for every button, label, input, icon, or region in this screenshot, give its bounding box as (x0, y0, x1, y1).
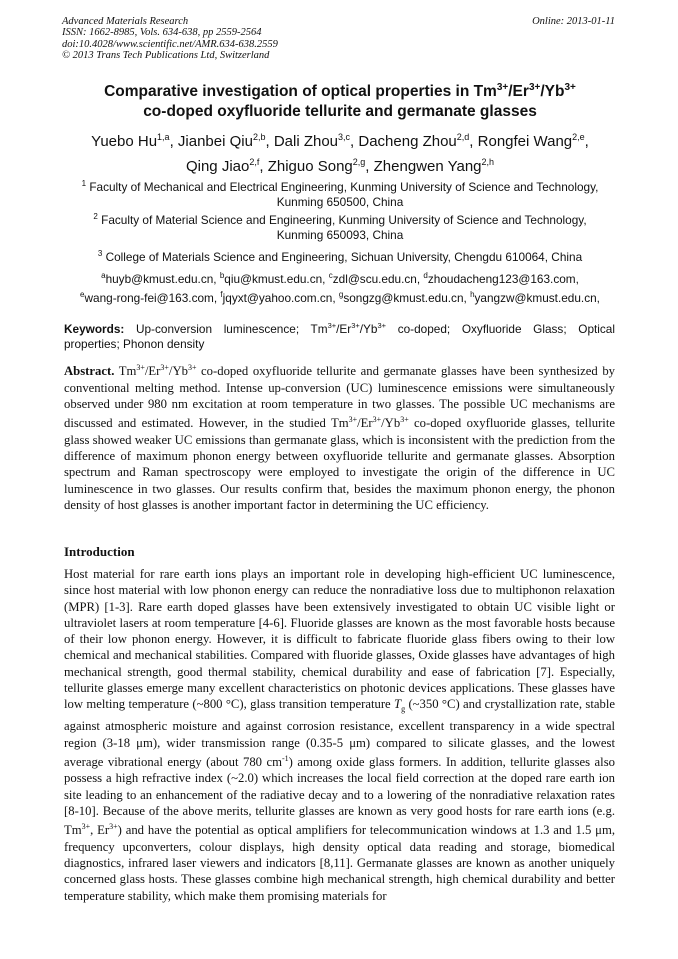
author-sep: , (365, 158, 374, 175)
email-address: songzg@kmust.edu.cn, (343, 291, 471, 306)
keywords-label: Keywords: (64, 321, 125, 336)
email-sup: h (470, 290, 475, 300)
unit-sup: -1 (281, 753, 289, 763)
email-address: zdl@scu.edu.cn, (332, 271, 424, 286)
tg-symbol: T (394, 697, 402, 712)
author-sep: , (259, 158, 268, 175)
author-name: Yuebo Hu (91, 133, 158, 150)
affiliation-3 (50, 246, 630, 265)
email-address: huyb@kmust.edu.cn, (105, 271, 220, 286)
author-sep: , (265, 133, 274, 150)
author-sup: 2,b (252, 132, 266, 142)
keywords-text: /Yb (359, 321, 378, 336)
author-name: Zhiguo Song (267, 158, 353, 175)
introduction-paragraph (64, 566, 615, 904)
paper-title (40, 78, 640, 122)
email-address: qiu@kmust.edu.cn, (224, 271, 329, 286)
author-sup: 1,a (157, 132, 170, 142)
author-sep: , (584, 133, 589, 150)
tg-subscript: g (401, 704, 406, 714)
author-sup: 2,g (352, 157, 366, 167)
title-sup: 3+ (496, 82, 509, 93)
email-sup: g (338, 290, 344, 300)
author-name: Qing Jiao (185, 158, 250, 175)
author-sep: , (169, 133, 178, 150)
keywords-sup: 3+ (377, 321, 387, 330)
abstract-sup: 3+ (372, 415, 382, 425)
email-line-2 (50, 287, 630, 306)
affiliation-line (50, 176, 630, 195)
author-list (40, 127, 640, 177)
email-sup: a (101, 271, 106, 280)
copyright-line: © 2013 Trans Tech Publications Ltd, Switzerland (62, 50, 270, 62)
email-sup: c (328, 271, 333, 280)
abstract-block (64, 360, 615, 513)
affiliation-city: Kunming 650500, China (276, 195, 404, 210)
abstract-text: /Er (144, 364, 161, 379)
affiliation-city: Kunming 650093, China (276, 228, 404, 243)
author-name: Rongfei Wang (477, 133, 573, 150)
affiliation-num: 1 (81, 179, 87, 188)
abstract-label: Abstract. (64, 364, 115, 379)
author-name: Zhengwen Yang (373, 158, 482, 175)
email-sup: b (219, 271, 225, 280)
author-sup: 2,e (572, 132, 585, 142)
author-sup: 2,h (481, 157, 495, 167)
author-sup: 3,c (338, 132, 351, 142)
abstract-text: Tm (114, 364, 137, 379)
keywords-block (64, 318, 615, 352)
keywords-sup: 3+ (351, 321, 360, 330)
body-text: ) among oxide glass formers. In addition, tellurite glasses also possess a high refractive index (~2.0) which increases the local field correction at the doped rare earth ion site leading to an enhancement of the radiative decay and to a lowering of the nonradiative relaxation rates [8-10]. Because of the above merits, tellurite glasses are known as very good hosts for rare earth ions (e.g. Tm (64, 755, 615, 838)
body-text: , Er (90, 823, 110, 838)
abstract-sup: 3+ (160, 363, 169, 372)
keywords-sup: 3+ (327, 321, 337, 330)
keywords-text: /Er (336, 321, 352, 336)
section-heading-introduction: Introduction (64, 544, 135, 559)
affiliation-text: Faculty of Mechanical and Electrical Engineering, Kunming University of Science and Technology, (86, 179, 599, 194)
doi-line: doi:10.4028/www.scientific.net/AMR.634-638.2559 (62, 38, 278, 50)
title-sup: 3+ (528, 82, 541, 93)
abstract-text: /Yb (381, 416, 401, 431)
affiliation-1 (50, 176, 630, 211)
keywords-text: Up-conversion luminescence; Tm (124, 321, 328, 336)
body-text: Host material for rare earth ions plays an important role in developing high-efficient UC luminescence, since host material with low phonon energy can reduce the nonradiative loss due to multiphonon relaxation (MPR) [1-3]. Rare earth doped glasses have been extensively investigated to obtain UC visible light or ultraviolet lasers at room temperature [4-6]. Fluoride glasses are known as the most favorable hosts because of their low phonon energy. However, it is difficult to fabricate fluoride glass fibers owing to their low chemical and mechanical stabilities. Compared with fluoride glasses, Oxide glasses have advantages of high mechanical strength, good thermal stability, chemical durability and ease of fabrication [7]. Especially, tellurite glasses emerge many excellent characteristics on photonic devices applications. These glasses have low melting temperature (~800 °C), glass transition temperature (64, 567, 615, 712)
email-list (50, 268, 630, 307)
issn-line: ISSN: 1662-8985, Vols. 634-638, pp 2559-2564 (62, 27, 262, 39)
abstract-sup: 3+ (348, 415, 358, 425)
title-sup: 3+ (564, 82, 576, 93)
ion-sup: 3+ (109, 822, 118, 832)
abstract-text: /Er (357, 416, 373, 431)
author-name: Dali Zhou (273, 133, 339, 150)
author-name: Jianbei Qiu (177, 133, 253, 150)
email-line-1 (50, 268, 630, 287)
affiliation-2 (50, 209, 630, 244)
affiliation-num: 2 (93, 212, 98, 221)
title-line-2: co-doped oxyfluoride tellurite and germanate glasses (143, 103, 537, 121)
email-address: zhoudacheng123@163.com, (427, 271, 579, 286)
body-text: (~350 °C) and crystallization rate, stable against atmospheric moisture and against corrosion resistance, excellent transparency in a wide spectral region (3-18 μm), wider transmission range (0.35-5 μm) compared to silicate glasses, and the lowest average vibrational energy (about 780 cm (64, 697, 615, 770)
author-sup: 2,f (249, 157, 260, 167)
affiliation-text: Faculty of Material Science and Engineering, Kunming University of Science and Technology, (97, 212, 587, 227)
author-sup: 2,d (456, 132, 470, 142)
body-text: ) and have the potential as optical amplifiers for telecommunication windows at 1.3 and 1.5 μm, frequency upconverters, colour displays, high density optical data reading and storage, biomedical diagnostics, infrared laser viewers and indicators [8,11]. Germanate glasses are known as another uniquely concerned glass hosts. These glasses combine high mechanical strength, high chemical durability and better temperature stability, which make them promising materials for (64, 823, 615, 903)
author-sep: , (469, 133, 478, 150)
keywords-text: co-doped; Oxyfluoride Glass; Optical properties; Phonon density (64, 321, 615, 351)
affiliation-line (50, 246, 630, 265)
ion-sup: 3+ (81, 822, 91, 832)
title-text: Comparative investigation of optical properties in Tm (104, 83, 497, 101)
online-date: Online: 2013-01-11 (532, 16, 615, 27)
email-address: wang-rong-fei@163.com, (84, 291, 221, 306)
abstract-text: co-doped oxyfluoride glasses, tellurite glass showed weaker UC emissions than germanate glass, which is inconsistent with the prediction from the difference of maximum phonon energy between oxyfluoride tellurite and germanate glasses. Absorption spectrum and Raman spectroscopy were employed to investigate the origin of the difference in UC luminescence in two glasses. Our results confirm that, besides the maximum phonon energy, the phonon density of host glasses is another important factor in determining the UC efficiency. (64, 416, 615, 512)
author-line-1 (40, 127, 640, 152)
title-text: /Yb (540, 83, 565, 101)
abstract-sup: 3+ (136, 363, 145, 372)
author-name: Dacheng Zhou (358, 133, 457, 150)
abstract-text: co-doped oxyfluoride tellurite and germanate glasses have been synthesized by conventional melting method. Intense up-conversion (UC) luminescence emissions were simultaneously observed under 980 nm excitation at room temperature in two glasses. The possible UC mechanisms are discussed and estimated. However, in the studied Tm (64, 364, 616, 431)
affiliation-num: 3 (97, 249, 103, 258)
abstract-text: /Yb (168, 364, 188, 379)
abstract-sup: 3+ (400, 415, 409, 425)
author-line-2 (40, 152, 640, 177)
email-sup: e (80, 290, 85, 300)
affiliation-text: College of Materials Science and Engineering, Sichuan University, Chengdu 610064, China (102, 249, 583, 264)
email-sup: f (220, 290, 223, 300)
email-address: yangzw@kmust.edu.cn, (474, 291, 600, 306)
email-sup: d (423, 271, 428, 280)
email-address: jqyxt@yahoo.com.cn, (222, 291, 339, 306)
journal-name: Advanced Materials Research (62, 16, 189, 27)
title-text: /Er (508, 83, 529, 101)
author-sep: , (350, 133, 359, 150)
abstract-sup: 3+ (187, 363, 197, 372)
affiliation-line (50, 209, 630, 228)
title-line-1 (40, 78, 640, 102)
